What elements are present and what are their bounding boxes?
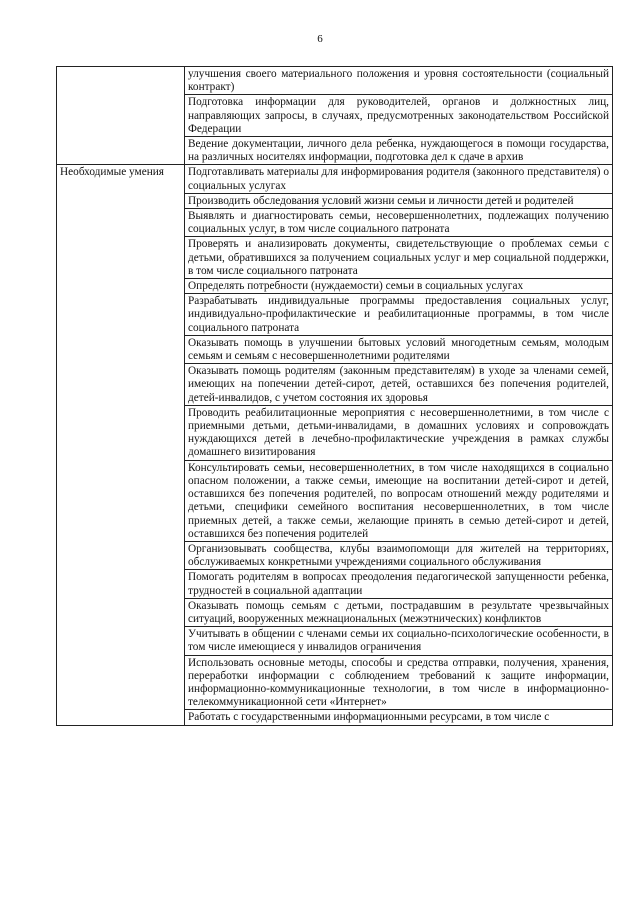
table-row bbox=[57, 67, 613, 95]
section-label bbox=[57, 67, 185, 165]
page-number: 6 bbox=[317, 33, 323, 45]
requirement-cell: Подготавливать материалы для информирования родителя (законного представителя) о социальных услугах bbox=[185, 165, 613, 193]
requirement-cell: Организовывать сообщества, клубы взаимопомощи для жителей на территориях, обслуживаемых конкретными учреждениями социального обслуживания bbox=[185, 541, 613, 569]
requirement-cell: Учитывать в общении с членами семьи их социально-психологические особенности, в том числе имеющиеся у инвалидов ограничения bbox=[185, 627, 613, 655]
requirements-table-body bbox=[57, 67, 613, 726]
requirement-cell: Ведение документации, личного дела ребенка, нуждающегося в помощи государства, на различных носителях информации, подготовка дел к сдаче в архив bbox=[185, 137, 613, 165]
requirement-cell: Производить обследования условий жизни семьи и личности детей и родителей bbox=[185, 193, 613, 208]
requirement-cell: Работать с государственными информационными ресурсами, в том числе с bbox=[185, 710, 613, 725]
requirement-cell: Подготовка информации для руководителей, органов и должностных лиц, направляющих запросы, в случаях, предусмотренных законодательством Российской Федерации bbox=[185, 95, 613, 137]
requirement-cell: Оказывать помощь семьям с детьми, пострадавшим в результате чрезвычайных ситуаций, вооруженных межнациональных (межэтнических) конфликтов bbox=[185, 598, 613, 626]
requirement-cell: Оказывать помощь в улучшении бытовых условий многодетным семьям, молодым семьям и семьям с несовершеннолетними родителями bbox=[185, 335, 613, 363]
requirement-cell: Выявлять и диагностировать семьи, несовершеннолетних, подлежащих получению социальных услуг, в том числе социального патроната bbox=[185, 209, 613, 237]
section-label: Необходимые умения bbox=[57, 165, 185, 725]
requirement-cell: улучшения своего материального положения и уровня состоятельности (социальный контракт) bbox=[185, 67, 613, 95]
requirement-cell: Определять потребности (нуждаемости) семьи в социальных услугах bbox=[185, 279, 613, 294]
requirements-table bbox=[56, 66, 613, 726]
requirement-cell: Разрабатывать индивидуальные программы предоставления социальных услуг, индивидуально-профилактические и реабилитационные программы, в том числе социального патроната bbox=[185, 294, 613, 336]
requirement-cell: Использовать основные методы, способы и средства отправки, получения, хранения, переработки информации с соблюдением требований к защите информации, информационно-коммуникационные технологии, в том числе в информационно-телекоммуникационной сети «Интернет» bbox=[185, 655, 613, 710]
requirement-cell: Консультировать семьи, несовершеннолетних, в том числе находящихся в социально опасном положении, а также семьи, имеющие на воспитании детей-сирот и детей, оставшихся без попечения родителей, по вопросам отношений между родителями и детьми, специфики семейного воспитания несовершеннолетних, в том числе приемных детей, а также семьи, желающие принять в семью детей-сирот и детей, оставшихся без попечения родителей bbox=[185, 460, 613, 541]
requirement-cell: Оказывать помощь родителям (законным представителям) в уходе за членами семей, имеющих на попечении детей-сирот, детей, оставшихся без попечения родителей, детей-инвалидов, с учетом состояния их здоровья bbox=[185, 364, 613, 406]
table-row bbox=[57, 165, 613, 193]
requirement-cell: Помогать родителям в вопросах преодоления педагогической запущенности ребенка, трудностей в социальной адаптации bbox=[185, 570, 613, 598]
requirement-cell: Проводить реабилитационные мероприятия с несовершеннолетними, в том числе с приемными детьми, детьми-инвалидами, в домашних условиях и сопровождать нуждающихся детей в лечебно-профилактические учреждения в рамках службы домашнего визитирования bbox=[185, 405, 613, 460]
requirement-cell: Проверять и анализировать документы, свидетельствующие о проблемах семьи с детьми, обратившихся за получением социальных услуг и мер социальной поддержки, в том числе социального патроната bbox=[185, 237, 613, 279]
